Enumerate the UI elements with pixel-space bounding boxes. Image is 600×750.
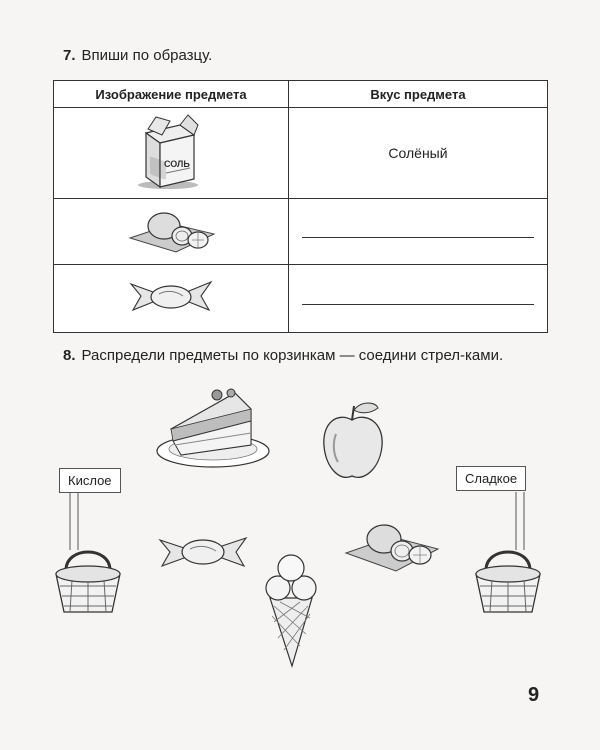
table-row xyxy=(54,265,548,333)
lemon-cell xyxy=(54,199,289,265)
cake-icon xyxy=(155,385,275,475)
task-7-instruction: Впиши по образцу. xyxy=(81,47,213,64)
lemon-taste-answer[interactable] xyxy=(289,199,548,265)
taste-table xyxy=(53,80,548,333)
ice-cream-icon[interactable] xyxy=(260,548,322,668)
candy-taste-answer[interactable] xyxy=(289,265,548,333)
table-row xyxy=(54,199,548,265)
basket-sweet-icon[interactable] xyxy=(468,540,548,620)
salt-taste: Солёный xyxy=(289,108,548,199)
answer-line[interactable] xyxy=(302,303,534,305)
task-8-title xyxy=(63,345,538,367)
lemon-item-icon[interactable] xyxy=(342,515,442,575)
candy-icon xyxy=(129,276,213,316)
lemon-icon xyxy=(126,204,216,254)
task-7-number: 7. xyxy=(63,47,76,64)
candy-cell xyxy=(54,265,289,333)
table-row xyxy=(54,108,548,199)
salt-box-icon xyxy=(136,111,206,191)
answer-line[interactable] xyxy=(302,236,534,238)
table-header-row xyxy=(54,81,548,108)
header-image: Изображение предмета xyxy=(54,81,289,108)
label-sour: Кислое xyxy=(59,468,121,493)
svg-text:СОЛЬ: СОЛЬ xyxy=(164,158,190,169)
candy-item-icon[interactable] xyxy=(158,530,248,574)
page-number: 9 xyxy=(528,684,540,706)
task-8-number: 8. xyxy=(63,347,76,364)
header-taste: Вкус предмета xyxy=(289,81,548,108)
label-sweet: Сладкое xyxy=(456,466,526,491)
salt-cell xyxy=(54,108,289,199)
apple-icon xyxy=(318,400,388,484)
task-7-title xyxy=(63,45,212,67)
basket-sour-icon[interactable] xyxy=(48,540,128,620)
task-8-instruction: Распредели предметы по корзинкам — соедини стрел-ками. xyxy=(81,347,504,364)
